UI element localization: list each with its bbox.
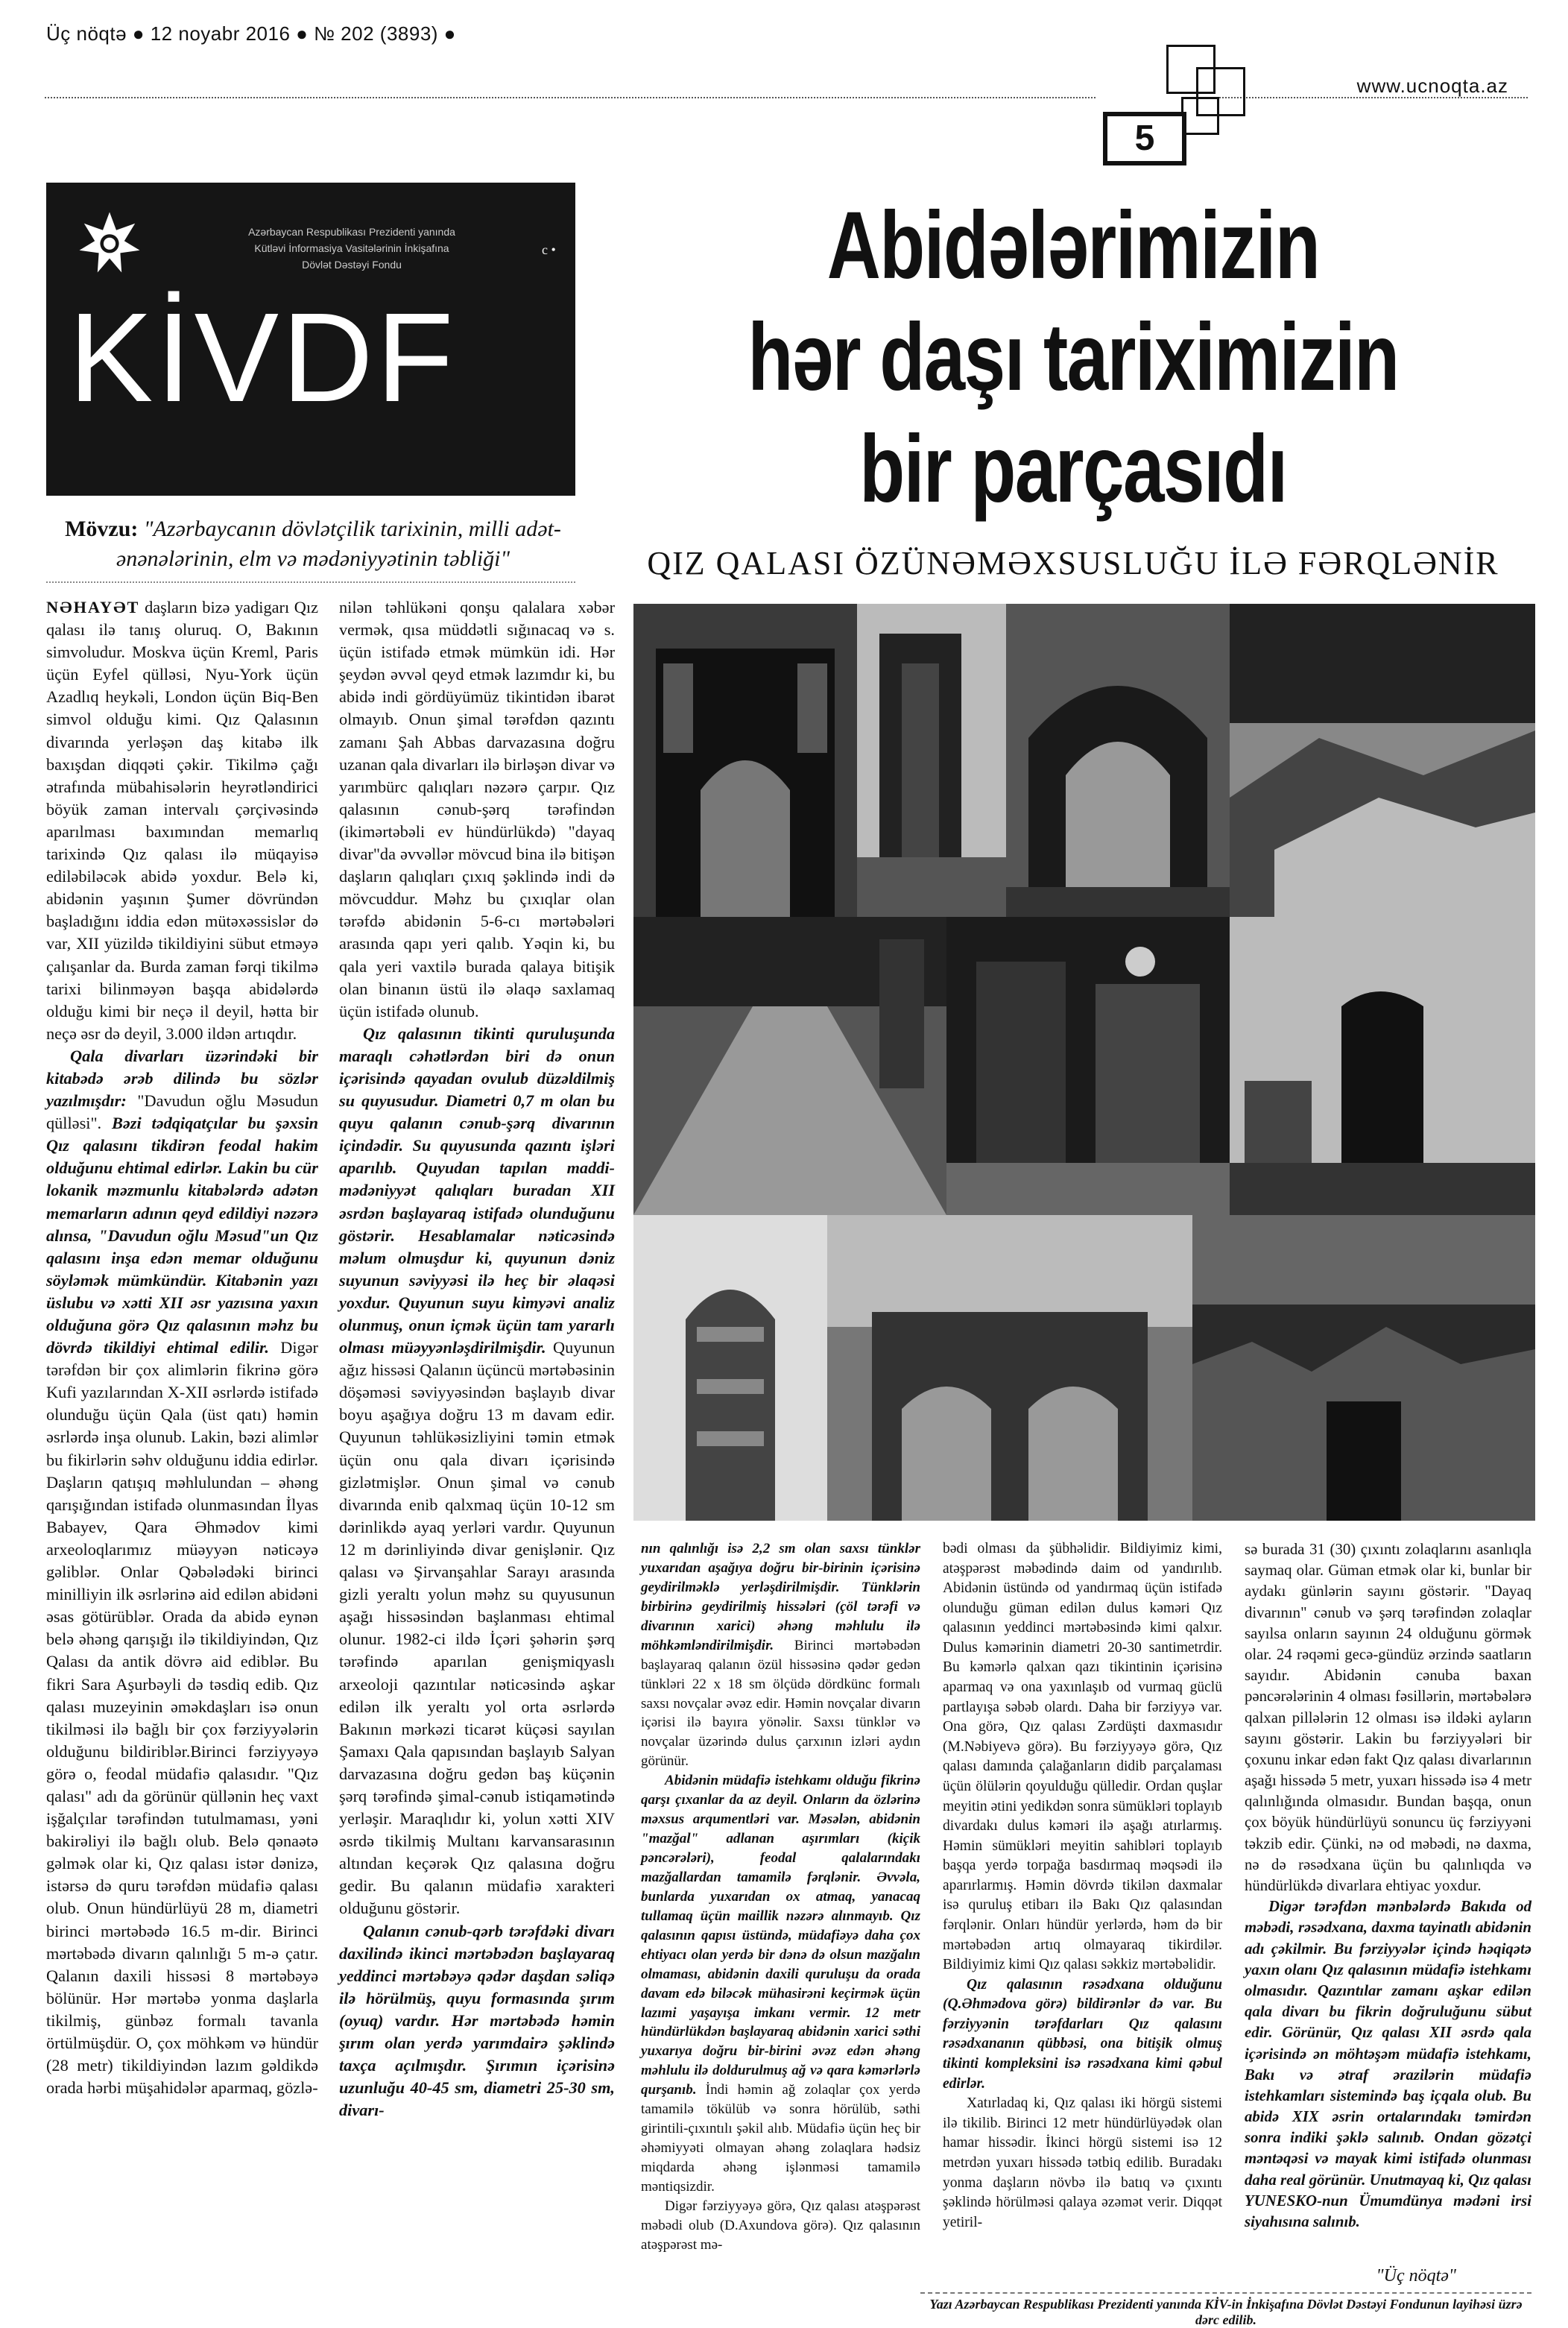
paragraph-text-italic: Qala divarları üzərindəki bir kitabədə ərəb dilində bu sözlər yazılmışdır: — [46, 1046, 318, 1111]
paragraph: bədi olması da şübhəlidir. Bildiyimiz kimi, atəşpərəst məbədində daim od yandırılıb. Abidənin üstündə od yandırmaq üçün istifadə olunduğu güman edilən dulus kəməri Qız qalasının yeddinci mərtəbəsində kimi qalxır. Dulus kəmərinin diametri 20-30 santimetrdir. Bu kəmərlə qalxan qazı tikintinin içərisinə aparmaq və ona yaxınlaşıb od vurmaq güclü partlayışa səbəb olardı. Daha bir fərziyyə var. Ona görə, Qız qalası Zərdüşti daxmasıdır (M.Nəbiyevə görə). Bu fərziyyəyə görə, Qız qalası damında çalağanların didib parçalaması üçün ölülərin qoyulduğu qülledir. Ordan quşlar meyitin ətini yedikdən sonra sümükləri toplayıb divardakı dulus kəməri ilə aşağı atırlarmış. Həmin sümükləri meyitin sahibləri toplayıb başqa yerdə torpağa basdırmaq məqsədi ilə aparırlarmış. Həmin dövrdə tikilən daxmalar isə quruluş etibarı ilə Bakı Qız qalasından fərqlənir. Onları hündür yerlərdə, həm də bir mərtəbədən artıq olmayaraq tikirdilər. Bildiyimiz kimi Qız qalası səkkiz mərtəbəlidir. — [943, 1541, 1222, 1973]
paragraph-text: Quyunun ağız hissəsi Qalanın üçüncü mərtəbəsinin döşəməsi səviyyəsindən başlayıb divar boyu aşağıya doğru 13 m davam edir. Quyunun təhlükəsizliyini təmin etmək üçün onu qala divarı içərisində gizlətmişlər. Onun şimal və cənub divarında enib qalxmaq üçün 10-12 sm dərinlikdə ayaq yerləri vardır. Quyunun 12 m dərinliyində divar genişlənir. Qız qalası və Şirvanşahlar Sarayı arasında gizli yeraltı yolun məhz su quyusunun aşağı hissəsindən başlanması ehtimal olunur. 1982-ci ildə İçəri şəhərin şərq tərəfində aparılan genişmiqyaslı arxeoloji qazıntılar nəticəsində aşkar edilən ilk yeraltı yol orta əsrlərdə Bakının mərkəzi ticarət küçəsi sayılan Şamaxı Qala qapısından başlayıb Salyan darvazasına doğru gedən baş küçənin şərq tərəfində şimal-cənub istiqamətində yerləşir. Maraqlıdır ki, yolun xətti XIV əsrdə tikilmiş Multanı karvansarasının altından keçərək Qız qalasına doğru gedir. Bu qalanın müdafiə xarakteri olduğunu göstərir. — [339, 1338, 615, 1918]
paragraph-text: daşların bizə yadigarı Qız qalası ilə tanış oluruq. O, Bakının simvoludur. Moskva üçün Kreml, Paris üçün Eyfel qülləsi, Nyu-York üçün Azadlıq heykəli, London üçün Biq-Ben simvol olduğu kimi. Qız Qalasının divarında yerləşən daş kitabə ilk baxışdan diqqəti çəkir. Tikilmə çağı ətrafında mübahisələrin heyrətləndirici böyük zaman intervalı çərçivəsində aparılması baxımından memarlıq tarixində Qız qalası ilə müqayisə ediləbiləcək abidə yoxdur. Belə ki, abidənin yaşının Şumer dövründən başladığını iddia edən mütəxəssislər də var, XII yüzildə tikildiyini sübut etməyə çalışanlar da. Burda zaman fərqi tikilmə tarixi bilinməyən başqa abidələrdə olduğu kimi bir neçə il deyil, hətta bir neçə əsr də deyil, 3.000 ildən artıqdır. — [46, 598, 318, 1043]
kivdf-logo — [46, 183, 575, 496]
topic-text: "Azərbaycanın dövlətçilik tarixinin, milli adət-ənənələrinin, elm və mədəniyyətinin təbliği" — [116, 517, 561, 571]
paragraph-text-italic: Bəzi tədqiqatçılar bu şəxsin Qız qalasını tikdirən feodal hakim olduğunu ehtimal edirlər. Lakin bu cür lokanik məzmunlu kitabələrdə adətən memarların adının qeyd edildiyi nəzərə alınsa, "Davudun oğlu Məsud"un Qız qalasını inşa edən memar olduğunu söyləmək mümkündür. Kitabənin yazı üslubu və xətti XII əsr yazısına yaxın olduğuna görə Qız qalasının məhz bu dövrdə tikildiyi ehtimal edilir. — [46, 1114, 318, 1357]
paragraph-text-italic: Qız qalasının rəsədxana olduğunu (Q.Əhmədova görə) bildirənlər də var. Bu fərziyyənin tərəfdarları Qız qalasını rəsədxananın qübbəsi, ona bitişik olmuş tikinti kompleksini isə rəsədxana kimi qəbul edirlər. — [943, 1976, 1222, 2092]
lead-word: NƏHAYƏT — [46, 598, 140, 616]
headline — [724, 190, 1422, 526]
paragraph: nilən təhlükəni qonşu qalalara xəbər vermək, qısa müddətli sığınacaq və s. üçün istifadə etmək mümkün idi. Hər şeydən əvvəl qeyd etmək lazımdır ki, bu abidə indi gördüyümüz tikintidən ibarət olmayıb. Onun şimal tərəfdən qazıntı zamanı Şah Abbas darvazasına doğru uzanan qala divarları ilə birləşən divar və yarımbürc qalıqları nəzərə çarpır. Qız qalasının cənub-şərq tərəfindən (ikimərtəbəli ev hündürlükdə) "dayaq divar"da əvvəllər mövcud bina ilə bitişən daşların qalıqları çıxıq şəklində indi də mövcuddur. Məhz bu çıxıqlar olan tərəfdə abidənin 5-6-cı mərtəbələri arasında qapı yeri qalıb. Yəqin ki, bu qala yeri vaxtilə burada qalaya bitişik olan binanın üstü ilə əlaqə saxlamaq üçün istifadə olunub. — [339, 598, 615, 1021]
paragraph — [339, 1023, 615, 1920]
paragraph: sə burada 31 (30) çıxıntı zolaqlarını asanlıqla saymaq olar. Güman etmək olar ki, bunlar bir aydakı günlərin sayını göstərir. "Dayaq divarının" cənub və şərq tərəfindən zolaqlar sayılsa onların sayının 24 olduğunu görmək olar. 24 rəqəmi gecə-gündüz ərzində saatların sayıdır. Abidənin cənuba baxan pəncərələrinin 4 olması fəsillərin, mərtəbələrə qalxan pillələrin 12 olması isə ildəki ayların sayını göstərir. Lakin bu fərziyyələri bir çoxunu inkar edən fakt Qız qalası divarlarının aşağı hissədə 5 metr, yuxarı hissədə isə 4 metr qalınlığında olmasıdır. Bundan başqa, onun çox böyük hündürlüyü sonuncu üç fərziyyəni təkzib edir. Çünki, nə od məbədi, nə daxma, nə də rəsədxana üçün bu qalınlıqda və hündürlükdə divarlara ehtiyac yoxdur. — [1245, 1541, 1531, 1894]
paragraph — [1245, 1896, 1531, 2233]
fund-name-line3: Dövlət Dəstəyi Fondu — [302, 259, 402, 271]
photo-walls — [1192, 1215, 1535, 1521]
subheadline: QIZ QALASI ÖZÜNƏMƏXSUSLUĞU İLƏ FƏRQLƏNİR — [647, 545, 1499, 581]
article-column-4 — [943, 1539, 1222, 2233]
paragraph: Digər fərziyyəyə görə, Qız qalası atəşpərəst məbədi olub (D.Axundova görə). Qız qalasının atəşpərəst mə- — [641, 2198, 920, 2253]
photo-palace — [827, 1215, 1192, 1521]
paragraph — [46, 1045, 318, 2099]
photo-ruins — [1230, 604, 1535, 917]
paragraph — [943, 1975, 1222, 2094]
paragraph: Xatırladaq ki, Qız qalası iki hörgü sistemi ilə tikilib. Birinci 12 metr hündürlüyədək olan hamar hissədir. İkinci hörgü sistemi isə 12 metrdən yuxarı hissədə tətbiq edilib. Buradakı yonma daşların növbə ilə batıq və çıxıntı şəklində hörülməsi qalaya əzəmət verir. Diqqət yetiril- — [943, 2095, 1222, 2230]
decor-square-3 — [1181, 97, 1219, 135]
paragraph-text: "Davudun oğlu Məsudun qülləsi". — [46, 1091, 319, 1133]
page-number: 5 — [1103, 112, 1186, 165]
photo-tower-closeup — [633, 1215, 827, 1521]
paragraph-text-italic: nın qalınlığı isə 2,2 sm olan saxsı tünklər yuxarıdan aşağıya doğru bir-birinin içərisinə geydirilməklə yerləşdirilmişdir. Tünklərin birbirinə geydirilmiş hissələri (çöl tərəfi və divarının xarici) əhəng məhlulu ilə möhkəmləndirilmişdir. — [641, 1541, 920, 1653]
logo-mark: c • — [542, 242, 556, 257]
source-credit: "Üç nöqtə" — [1376, 2266, 1456, 2286]
article-column-5 — [1245, 1539, 1531, 2233]
article-column-2 — [339, 596, 615, 2122]
article-column-3 — [641, 1539, 920, 2255]
header-divider-right — [1207, 97, 1528, 98]
fund-name-line2: Kütləvi İnformasiya Vasitələrinin İnkişafına — [254, 242, 449, 254]
site-url: www.ucnoqta.az — [1356, 75, 1508, 97]
fund-abbreviation: KİVDF — [69, 287, 457, 429]
photo-fortress-gate — [633, 604, 857, 917]
topic-divider — [46, 581, 575, 583]
photo-maiden-tower — [1230, 917, 1535, 1215]
star-emblem-icon — [76, 209, 143, 276]
paragraph-text-italic: Qız qalasının tikinti quruluşunda maraqlı cəhətlərdən biri də onun içərisində qayadan ovulub düzəldilmiş su quyusudur. Diametri 0,7 m olan bu quyu qalanın cənub-şərq divarının içindədir. Su quyusunda qazıntı işləri aparılıb. Quyudan tapılan maddi-mədəniyyət qalıqları buradan XII əsrdən başlayaraq istifadə olunduğunu göstərir. Hesablamalar nəticəsində məlum olmuşdur ki, quyunun dəniz suyunun səviyyəsi ilə heç bir əlaqəsi yoxdur. Quyunun suyu kimyəvi analiz olunmuş, onun içmək üçün tam yararlı olması müəyyənləşdirilmişdir. — [339, 1023, 615, 1357]
fund-name-line1: Azərbaycan Respublikası Prezidenti yanında — [248, 226, 455, 238]
paragraph — [641, 1771, 920, 2197]
photo-arch — [1006, 604, 1230, 917]
paragraph-text-italic: Digər tərəfdən mənbələrdə Bakıda od məbədi, rəsədxana, daxma tayinatlı abidənin adı çəkilmir. Bu fərziyyələr içində həqiqətə yaxın olanı Qız qalasının müdafiə istehkamı olmasıdır. Qazıntılar zamanı aşkar edilən qala divarı bu fikrin doğruluğunu sübut edir. Görünür, Qız qalası XII əsrdə qala içərisində ən möhtəşəm müdafiə istehkamı, Bakı və ətraf ərazilərin müdafiə istehkamları sistemində baş içqala olub. Bu abidə XIX əsrin ortalarındakı təmirdən sonra indiki şəklə salınıb. Ondan gözətçi məntəqəsi və mayak kimi istifadə olunması daha real görünür. Unutmayaq ki, Qız qalası YUNESKO-nun Ümumdünya mədəni irsi siyahısına salınıb. — [1245, 1898, 1531, 2230]
photo-tower-street — [857, 604, 1006, 917]
paragraph — [339, 1920, 615, 2122]
paragraph-text: Birinci mərtəbədən başlayaraq qalanın özül hissəsinə qədər gedən tünkləri 22 x 18 sm ölçüdə dördkünc formalı saxsı novçalar əvəz edir. Həmin novçalar divarın içərisi ilə bayıra yönəlir. Saxsı tünklər və novçalar üzərində dulus çarxının izləri aydın görünür. — [641, 1637, 920, 1770]
headline-line3: bir parçasıdı — [859, 416, 1287, 523]
article-column-1 — [46, 596, 318, 2099]
header-divider — [45, 97, 1096, 98]
topic-label: Mövzu: — [65, 517, 139, 541]
paragraph-text-italic: Qalanın cənub-qərb tərəfdəki divarı daxilində ikinci mərtəbədən başlayaraq yeddinci mərtəbəyə qədər daşdan səliqə ilə hörülmüş, quyu formasında şırım (oyuq) vardır. Hər mərtəbədə həmin şırım olan yerdə yarımdairə şəklində taxça açılmışdır. Şırımın içərisinə uzunluğu 40-45 sm, diametri 25-30 sm, divarı- — [339, 1921, 615, 2120]
headline-line1: Abidələrimizin — [826, 192, 1320, 299]
paragraph-text: İndi həmin ağ zolaqlar çox yerdə tamamilə tökülüb və sonra hörülüb, səthi girintili-çıxıntılı şəkil alıb. Müdafiə üçün heç bir əhəmiyyəti olmayan əhəng zolaqlara hədsiz miqdarda əhəng işlənməsi tamamilə məntiqsizdir. — [641, 2082, 920, 2195]
paragraph-text: Digər tərəfdən bir çox alimlərin fikrinə görə Kufi yazılarından X-XII əsrlərdə istifadə olunduğu üçün Qala (üst qatı) həmin əsrlərdə inşa olunub. Lakin, bəzi alimlər bu fikirlərin səhv olduğunu iddia edirlər. Daşların qatışıq məhlulundan – əhəng qarışığından istifadə olunmasından İlyas Babayev, Qara Əhmədov kimi arxeoloqlarımız müəyyən nəticəyə gəliblər. Onlar Qəbələdəki birinci minilliyin ilk əsrlərinə aid edilən abidəni əsas götürüblər. Orada da abidə eynən belə əhəng qarışığı ilə tikildiyindən, Qız Qalası da antik dövrə aid ediblər. Bu fikri Sara Aşurbəyli də təsdiq edib. Qız qalası muzeyinin əməkdaşları isə onun tikilməsi ilə bağlı bir çox fərziyyələrin olduğunu bildiriblər.Birinci fərziyyəyə görə o, feodal müdafiə qalasıdır. "Qız qalası" adı da görünür qüllənin heç vaxt işğalçılar tərəfindən tutulmaması, yəni bakirəliyi ilə bağlı olub. Belə qənaətə gəlmək olar ki, Qız qalası istər dənizə, istərsə də quru tərəfdən müdafiə qalası olub. Onun hündürlüyü 28 m, diametri birinci mərtəbədə 16.5 m-dir. Birinci mərtəbədə divarın qalınlığı 5 m-ə çatır. Qalanın daxili hissəsi 8 mərtəbəyə bölünür. Hər mərtəbə yonma daşlarla tikilmiş, günbəz formalı tavanla örtülmüşdür. O, çox möhkəm və hündür (28 metr) tikildiyindən lazım gəldikdə orada hərbi müşahidələr aparmaq, gözlə- — [46, 1338, 318, 2098]
paragraph — [46, 596, 318, 1045]
topic-caption — [45, 514, 581, 574]
photo-stairs — [633, 917, 946, 1215]
paragraph-text-italic: Abidənin müdafiə istehkamı olduğu fikrinə qarşı çıxanlar da az deyil. Onların da özlərinə məxsus arqumentləri var. Məsələn, abidənin "mazğal" adlanan aşırımları (kiçik pəncərələri), feodal qalalarındakı mazğallardan tamamilə fərqlənir. Əvvəla, bunlarda yuxarıdan ox atmaq, yanacaq tullamaq üçün maillik nəzərə alınmayıb. Qız qalasının qapısı üstündə, müdafiəyə daha çox ehtiyacı olan yerdə bir dənə də olsun mazğalın olmaması, abidənin daxili quruluşu da orada davam edə biləcək mühasirəni keçirmək üçün lazımi yaşayışa imkanı vermir. 12 metr hündürlükdən başlayaraq abidənin xarici səthi yuxarıya doğru bir-birini əvəz edən əhəng məhlulu ilə doldurulmuş ağ və qara kəmərlərlə qurşanıb. — [641, 1773, 920, 2098]
photo-night-street — [946, 917, 1230, 1215]
fund-name — [173, 224, 531, 273]
paragraph — [641, 1539, 920, 1771]
sponsorship-note: Yazı Azərbaycan Respublikası Prezidenti yanında KİV-in İnkişafına Dövlət Dəstəyi Fondunun layihəsi üzrə dərc edilib. — [920, 2292, 1531, 2328]
headline-line2: hər daşı tariximizin — [747, 304, 1399, 411]
masthead: Üç nöqtə ● 12 noyabr 2016 ● № 202 (3893) ● — [46, 22, 456, 45]
